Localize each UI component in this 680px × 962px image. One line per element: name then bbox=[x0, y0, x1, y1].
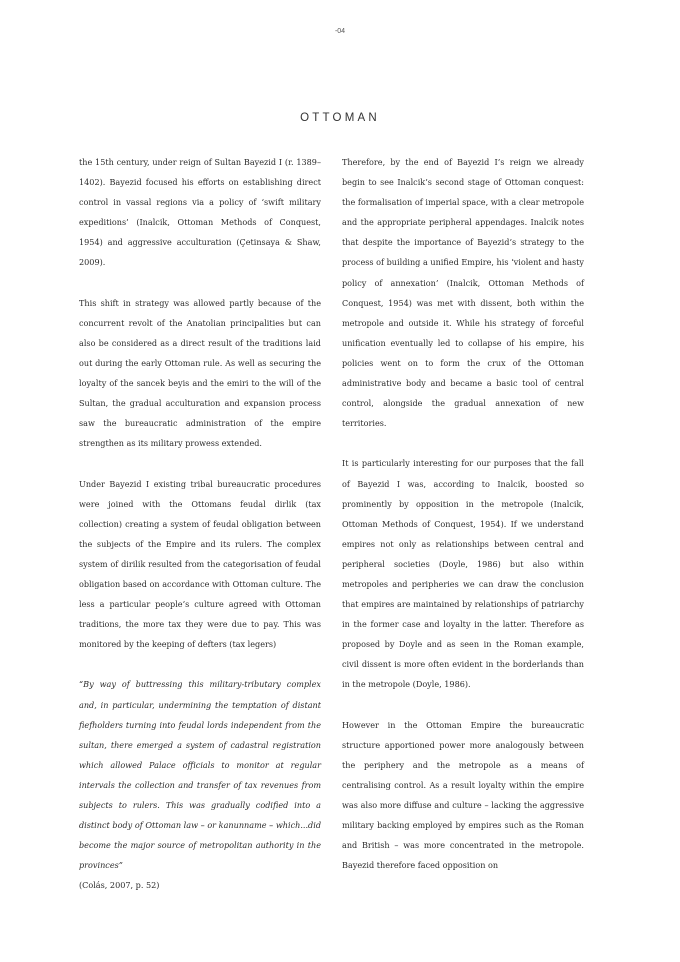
left-column bbox=[79, 152, 321, 895]
quote-citation: (Colás, 2007, p. 52) bbox=[79, 880, 160, 891]
right-column bbox=[342, 152, 584, 895]
body-paragraph: However in the Ottoman Empire the bureaucratic structure apportioned power more analogously between the periphery and the metropole as a means of centralising control. As a result loyalty within the empire was also more diffuse and culture – lacking the aggressive military backing employed by empires such as the Roman and British – was more concentrated in the metropole. Bayezid therefore faced opposition on bbox=[342, 719, 584, 871]
body-paragraph: This shift in strategy was allowed partly because of the concurrent revolt of the Anatolian principalities but can also be considered as a direct result of the traditions laid out during the early Ottoman rule. As well as securing the loyalty of the sancek beyis and the emiri to the will of the Sultan, the gradual acculturation and expansion process saw the bureaucratic administration of the empire strengthen as its military prowess extended. bbox=[79, 297, 321, 449]
page-number: -04 bbox=[334, 28, 346, 35]
body-paragraph: Under Bayezid I existing tribal bureaucratic procedures were joined with the Ottomans feudal dirlik (tax collection) creating a system of feudal obligation between the subjects of the Empire and its rulers. The complex system of dirilik resulted from the categorisation of feudal obligation based on accordance with Ottoman culture. The less a particular people’s culture agreed with Ottoman traditions, the more tax they were due to pay. This was monitored by the keeping of defters (tax legers) bbox=[79, 478, 321, 650]
body-paragraph: Therefore, by the end of Bayezid I’s reign we already begin to see Inalcik’s second stage of Ottoman conquest: the formalisation of imperial space, with a clear metropole and the appropriate peripheral appendages. Inalcik notes that despite the importance of Bayezid’s strategy to the process of building a unified Empire, his ‘violent and hasty policy of annexation’ (Inalcik, Ottoman Methods of Conquest, 1954) was met with dissent, both within the metropole and outside it. While his strategy of forceful unification eventually led to collapse of his empire, his policies went on to form the crux of the Ottoman administrative body and became a basic tool of central control, alongside the gradual annexation of new territories. bbox=[342, 157, 584, 429]
body-paragraph: the 15th century, under reign of Sultan Bayezid I (r. 1389–1402). Bayezid focused his efforts on establishing direct control in vassal regions via a policy of ‘swift military expeditions’ (Inalcik, Ottoman Methods of Conquest, 1954) and aggressive acculturation (Çetinsaya & Shaw, 2009). bbox=[79, 157, 321, 268]
section-title: OTTOMAN bbox=[300, 112, 380, 124]
block-quote: “By way of buttressing this military-tributary complex and, in particular, undermining the temptation of distant fiefholders turning into feudal lords independent from the sultan, there emerged a system of cadastral registration which allowed Palace officials to monitor at regular intervals the collection and transfer of tax revenues from subjects to rulers. This was gradually codified into a distinct body of Ottoman law – or kanunname – which...did become the major source of metropolitan authority in the provinces” bbox=[79, 679, 321, 871]
body-paragraph: It is particularly interesting for our purposes that the fall of Bayezid I was, according to Inalcik, boosted so prominently by opposition in the metropole (Inalcik, Ottoman Methods of Conquest, 1954). If we understand empires not only as relationships between central and peripheral societies (Doyle, 1986) but also within metropoles and peripheries we can draw the conclusion that empires are maintained by relationships of patriarchy in the former case and loyalty in the latter. Therefore as proposed by Doyle and as seen in the Roman example, civil dissent is more often evident in the borderlands than in the metropole (Doyle, 1986). bbox=[342, 458, 584, 690]
